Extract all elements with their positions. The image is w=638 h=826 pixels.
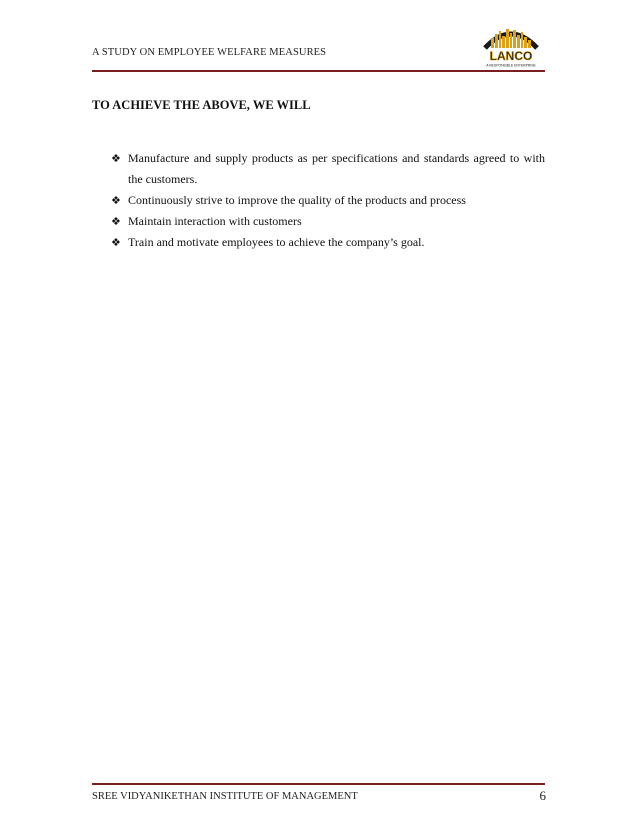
section-heading: TO ACHIEVE THE ABOVE, WE WILL: [92, 98, 311, 112]
footer-institute: SREE VIDYANIKETHAN INSTITUTE OF MANAGEMENT: [92, 791, 358, 802]
lanco-logo: [477, 18, 545, 68]
list-item: [111, 232, 545, 253]
footer-rule: [92, 783, 545, 785]
header-title: A STUDY ON EMPLOYEE WELFARE MEASURES: [92, 47, 327, 58]
list-item: [111, 211, 545, 232]
list-item: [111, 148, 545, 190]
diamond-bullet-icon: ❖: [111, 194, 121, 207]
diamond-bullet-icon: ❖: [111, 236, 121, 249]
list-item-text: Maintain interaction with customers: [128, 214, 302, 228]
diamond-bullet-icon: ❖: [111, 215, 121, 228]
logo-tagline: A RESPONSIBLE ENTERPRISE: [486, 63, 536, 68]
list-item-text: Continuously strive to improve the quality of the products and process: [128, 193, 466, 207]
list-item-text: Train and motivate employees to achieve the company’s goal.: [128, 235, 425, 249]
list-item-text: Manufacture and supply products as per specifications and standards agreed to with the customers.: [128, 151, 545, 186]
page-number: 6: [539, 788, 546, 803]
diamond-bullet-icon: ❖: [111, 152, 121, 165]
bullet-list: [111, 148, 545, 253]
logo-text: LANCO: [489, 49, 533, 63]
header-rule: [92, 70, 545, 72]
list-item: [111, 190, 545, 211]
